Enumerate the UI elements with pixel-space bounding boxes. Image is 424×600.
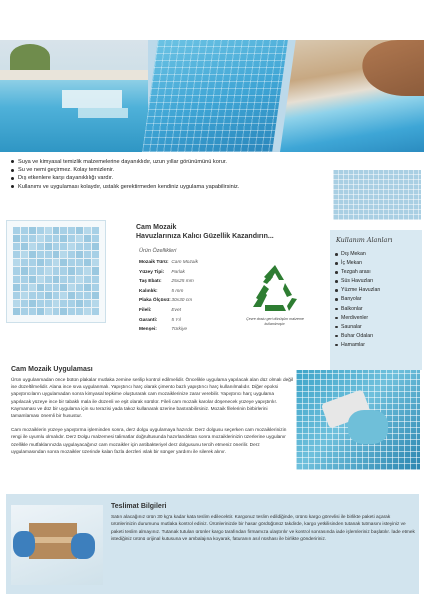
spec-row	[139, 277, 198, 287]
mosaic-tile	[45, 284, 52, 291]
mosaic-tile	[60, 227, 67, 234]
recycle-icon	[247, 262, 303, 314]
mosaic-tile	[21, 243, 28, 250]
mosaic-tile	[84, 235, 91, 242]
application-paragraph: Cam mozaiklerin yüzeye yapıştırma işleminden sonra, derz dolgu uygulamaya hazırdır. Derz dolgusu seçerken cam mozaiklerinizin rengi ile uyumlu olmalıdır. Derz Dolgu malzemesi talimatlar doğrultusunda hazırlandıktan sonra mozaiklerinizin üzerlerine uygulanır özellikle mutfaklarınızda uygulayacağınız cam mozaikler için antibakteriyel derz dolgusunu tercih etmeniz önerilir. Derz uygulamasından sonra mozaikler üzerinde kalan fazla derzleri ıslak bir sünger yardımı ile silerek alınır.	[11, 428, 287, 455]
mosaic-tile	[37, 284, 44, 291]
mosaic-tile	[84, 251, 91, 258]
mosaic-tile	[13, 292, 20, 299]
mosaic-tile	[76, 300, 83, 307]
mosaic-tile	[76, 227, 83, 234]
mosaic-tile-grid	[13, 227, 99, 315]
uses-item: Tezgah arası	[334, 268, 381, 277]
mosaic-tile	[92, 251, 99, 258]
mosaic-tile	[21, 235, 28, 242]
mosaic-tile	[45, 227, 52, 234]
spec-label: Plaka Ölçüsü:	[139, 298, 171, 304]
spec-row	[139, 296, 198, 306]
mosaic-tile	[37, 300, 44, 307]
mosaic-tile	[76, 267, 83, 274]
spec-value: 5 Yıl	[171, 317, 181, 323]
mosaic-tile	[84, 267, 91, 274]
product-title: Cam Mozaik	[136, 224, 177, 231]
mosaic-tile	[60, 243, 67, 250]
mosaic-tile	[45, 292, 52, 299]
mosaic-tile	[53, 292, 60, 299]
mosaic-tile	[60, 284, 67, 291]
mosaic-tile	[13, 267, 20, 274]
mosaic-tile	[37, 292, 44, 299]
features-heading: Ürün Özellikleri	[139, 248, 177, 254]
mosaic-tile	[84, 300, 91, 307]
eco-note: Çevre dostu geri dönüşüm malzeme kullanılmıştır.	[246, 317, 304, 326]
mosaic-tile	[21, 227, 28, 234]
mosaic-tile	[29, 227, 36, 234]
mosaic-tile	[68, 251, 75, 258]
mosaic-tile	[92, 243, 99, 250]
spec-value: Cam Mozaik	[171, 260, 198, 265]
uses-item: Dış Mekan	[334, 250, 381, 259]
mosaic-tile	[84, 259, 91, 266]
spec-label: Kalınlık:	[139, 288, 158, 294]
spec-row	[139, 325, 198, 335]
mosaic-tile	[37, 235, 44, 242]
mosaic-tile	[68, 300, 75, 307]
feature-item: Kullanımı ve uygulaması kolaydır, ustalık gerektirmeden kendiniz uygulama yapabilirsiniz.	[10, 183, 415, 191]
mosaic-tile	[45, 267, 52, 274]
mosaic-tile	[45, 243, 52, 250]
mosaic-tile	[68, 235, 75, 242]
mosaic-tile	[13, 300, 20, 307]
uses-list	[334, 250, 381, 350]
mosaic-tile	[53, 227, 60, 234]
uses-item: Buhar Odaları	[334, 332, 381, 341]
uses-item: Hamamlar	[334, 341, 381, 350]
uses-item: Saunalar	[334, 323, 381, 332]
mosaic-tile	[60, 308, 67, 315]
mosaic-tile	[29, 259, 36, 266]
mosaic-tile	[60, 235, 67, 242]
mosaic-tile	[29, 300, 36, 307]
pool-photo-2	[142, 40, 288, 152]
spec-table	[139, 258, 198, 335]
mosaic-tile	[37, 259, 44, 266]
mosaic-tile	[45, 251, 52, 258]
spec-label: Mozaik Türü:	[139, 260, 169, 265]
mosaic-tile	[68, 267, 75, 274]
mosaic-tile	[29, 308, 36, 315]
mosaic-tile	[76, 308, 83, 315]
tile-texture-swatch	[333, 170, 421, 220]
mosaic-tile	[68, 292, 75, 299]
mosaic-tile	[76, 235, 83, 242]
mosaic-tile	[29, 267, 36, 274]
mosaic-tile	[92, 259, 99, 266]
mosaic-tile	[76, 292, 83, 299]
mosaic-tile	[45, 300, 52, 307]
mosaic-tile	[92, 300, 99, 307]
mosaic-tile	[92, 292, 99, 299]
mosaic-tile	[68, 259, 75, 266]
mosaic-tile	[68, 284, 75, 291]
mosaic-tile	[53, 251, 60, 258]
mosaic-tile	[84, 308, 91, 315]
mosaic-tile	[60, 300, 67, 307]
mosaic-tile	[13, 235, 20, 242]
mosaic-tile	[53, 235, 60, 242]
mosaic-tile	[53, 284, 60, 291]
mosaic-tile	[45, 259, 52, 266]
mosaic-tile	[13, 276, 20, 283]
mosaic-tile	[29, 292, 36, 299]
spec-label: Menşei:	[139, 327, 157, 333]
mosaic-tile	[92, 284, 99, 291]
mosaic-tile	[84, 227, 91, 234]
uses-item: Banyolar	[334, 295, 381, 304]
mosaic-tile	[29, 243, 36, 250]
mosaic-tile	[13, 308, 20, 315]
spec-label: Garanti:	[139, 317, 158, 323]
application-text	[11, 377, 294, 456]
mosaic-tile	[92, 235, 99, 242]
uses-item: Süs Havuzları	[334, 277, 381, 286]
mosaic-tile	[68, 227, 75, 234]
mosaic-tile	[13, 251, 20, 258]
mosaic-tile	[53, 300, 60, 307]
uses-item: Merdivenler	[334, 314, 381, 323]
mosaic-tile	[76, 251, 83, 258]
mosaic-tile	[53, 276, 60, 283]
delivery-photo	[11, 505, 103, 585]
mosaic-tile	[60, 276, 67, 283]
mosaic-tile	[68, 276, 75, 283]
application-paragraph: Ürün uygulanmadan önce bütün plakalar mutlaka zemine serilip kontrol edilmelidir. Öncelikle uygulama yapılacak alan düz olmalı değil ise düzeltilmelidir. Alana ince sıva uygulanmalı. Yapıştırıcı harç olarak çimento bazlı yapıştırıcı harç kullanılmalıdır. Diğer epoksi yapıştırıcıların uygulamadan sonra kimyasal tepkime oluşturarak cam mozaiklerinize zarar verebilir. Yapıştırıcı harç uygulama yapılacak yüzeye ince bir tabaklı mala ile düzenli ve eşit olarak sürülür. Fileli cam mozaik karolar döşenecek yüzeye yapıştırılır. Kaymaması ve düz bir uygulama için su terazisi yada takoz kullanarak üzerine bastırabilirsiniz. Mozaik filelerinin birbirlerini tamamlaması önemli bir husustur.	[11, 378, 293, 420]
product-image	[6, 220, 106, 323]
hero-photo-strip	[0, 40, 424, 152]
mosaic-tile	[29, 235, 36, 242]
mosaic-tile	[84, 292, 91, 299]
spec-row	[139, 268, 198, 278]
feature-item: Dış etkenlere karşı dayanıklılığı vardır.	[10, 174, 415, 182]
mosaic-tile	[21, 308, 28, 315]
mosaic-tile	[45, 308, 52, 315]
mosaic-tile	[45, 276, 52, 283]
spec-row	[139, 306, 198, 316]
mosaic-tile	[68, 308, 75, 315]
application-photo	[296, 370, 420, 470]
delivery-text: Satın alacağınız ürün 30 kg'a kadar kata teslim edilecektir. Kargonuz teslim edildiğinde, ürünü kargo görevlisi ile birlikte paketi açarak ürünlerinizin durumunu mutlaka kontrol ediniz. Ürünlerinizde bir hasar gördüğünüz takdirde, kargo yetkilisinden tutanak tutmasını isteyiniz ve paketi teslim almayınız. Tutanak tutulan ürünler kargo tarafından firmamıza ulaştırılır ve kontrol sonrasında iade işlemleriniz başlatılır. İade etmek istediğiniz ürünü orijinal kutusuna ve ambalajına koyarak, faturanın asıl nüshası ile birlikte göndeririniz.	[111, 515, 415, 543]
uses-title: Kullanım Alanları	[336, 236, 393, 244]
spec-value: Türkiye	[171, 327, 188, 333]
mosaic-tile	[84, 284, 91, 291]
spec-label: Fileli:	[139, 307, 152, 313]
pool-photo-1	[0, 40, 148, 152]
spec-value: Parlak	[171, 269, 185, 275]
spec-row	[139, 258, 198, 268]
mosaic-tile	[21, 284, 28, 291]
uses-item: Balkonlar	[334, 305, 381, 314]
mosaic-tile	[53, 259, 60, 266]
mosaic-tile	[92, 267, 99, 274]
mosaic-tile	[37, 308, 44, 315]
mosaic-tile	[76, 284, 83, 291]
spec-value: 5 mm	[171, 288, 184, 294]
mosaic-tile	[21, 292, 28, 299]
delivery-title: Teslimat Bilgileri	[111, 503, 167, 510]
mosaic-tile	[76, 259, 83, 266]
mosaic-tile	[13, 284, 20, 291]
spec-value: Evet	[171, 307, 181, 313]
product-subtitle: Havuzlarınıza Kalıcı Güzellik Kazandırın...	[136, 233, 274, 240]
mosaic-tile	[21, 259, 28, 266]
feature-item: Su ve nemi geçirmez. Kolay temizlenir.	[10, 166, 415, 174]
mosaic-tile	[76, 243, 83, 250]
mosaic-tile	[37, 251, 44, 258]
mosaic-tile	[13, 259, 20, 266]
mosaic-tile	[45, 235, 52, 242]
mosaic-tile	[60, 292, 67, 299]
spec-row	[139, 287, 198, 297]
mosaic-tile	[13, 243, 20, 250]
mosaic-tile	[53, 267, 60, 274]
spec-label: Taş Ebatı:	[139, 279, 162, 285]
mosaic-tile	[84, 243, 91, 250]
mosaic-tile	[21, 251, 28, 258]
mosaic-tile	[37, 276, 44, 283]
mosaic-tile	[84, 276, 91, 283]
mosaic-tile	[53, 243, 60, 250]
application-title: Cam Mozaik Uygulaması	[11, 366, 93, 373]
spec-value: 25x25 mm	[171, 279, 194, 285]
mosaic-tile	[92, 308, 99, 315]
spec-row	[139, 316, 198, 326]
mosaic-tile	[21, 276, 28, 283]
mosaic-tile	[29, 284, 36, 291]
spec-label: Yüzey Tipi:	[139, 269, 165, 275]
uses-item: İç Mekan	[334, 259, 381, 268]
mosaic-tile	[21, 300, 28, 307]
mosaic-tile	[37, 267, 44, 274]
spec-value: 30x30 cm	[171, 298, 193, 304]
mosaic-tile	[37, 243, 44, 250]
mosaic-tile	[92, 276, 99, 283]
mosaic-tile	[76, 276, 83, 283]
mosaic-tile	[13, 227, 20, 234]
mosaic-tile	[92, 227, 99, 234]
mosaic-tile	[37, 227, 44, 234]
mosaic-tile	[60, 251, 67, 258]
feature-item: Suya ve kimyasal temizlik malzemelerine dayanıklıdır, uzun yıllar görünümünü korur.	[10, 158, 415, 166]
mosaic-tile	[68, 243, 75, 250]
mosaic-tile	[21, 267, 28, 274]
mosaic-tile	[29, 276, 36, 283]
mosaic-tile	[60, 259, 67, 266]
mosaic-tile	[60, 267, 67, 274]
mosaic-tile	[29, 251, 36, 258]
pool-photo-3	[280, 40, 424, 152]
uses-item: Yüzme Havuzları	[334, 286, 381, 295]
mosaic-tile	[53, 308, 60, 315]
